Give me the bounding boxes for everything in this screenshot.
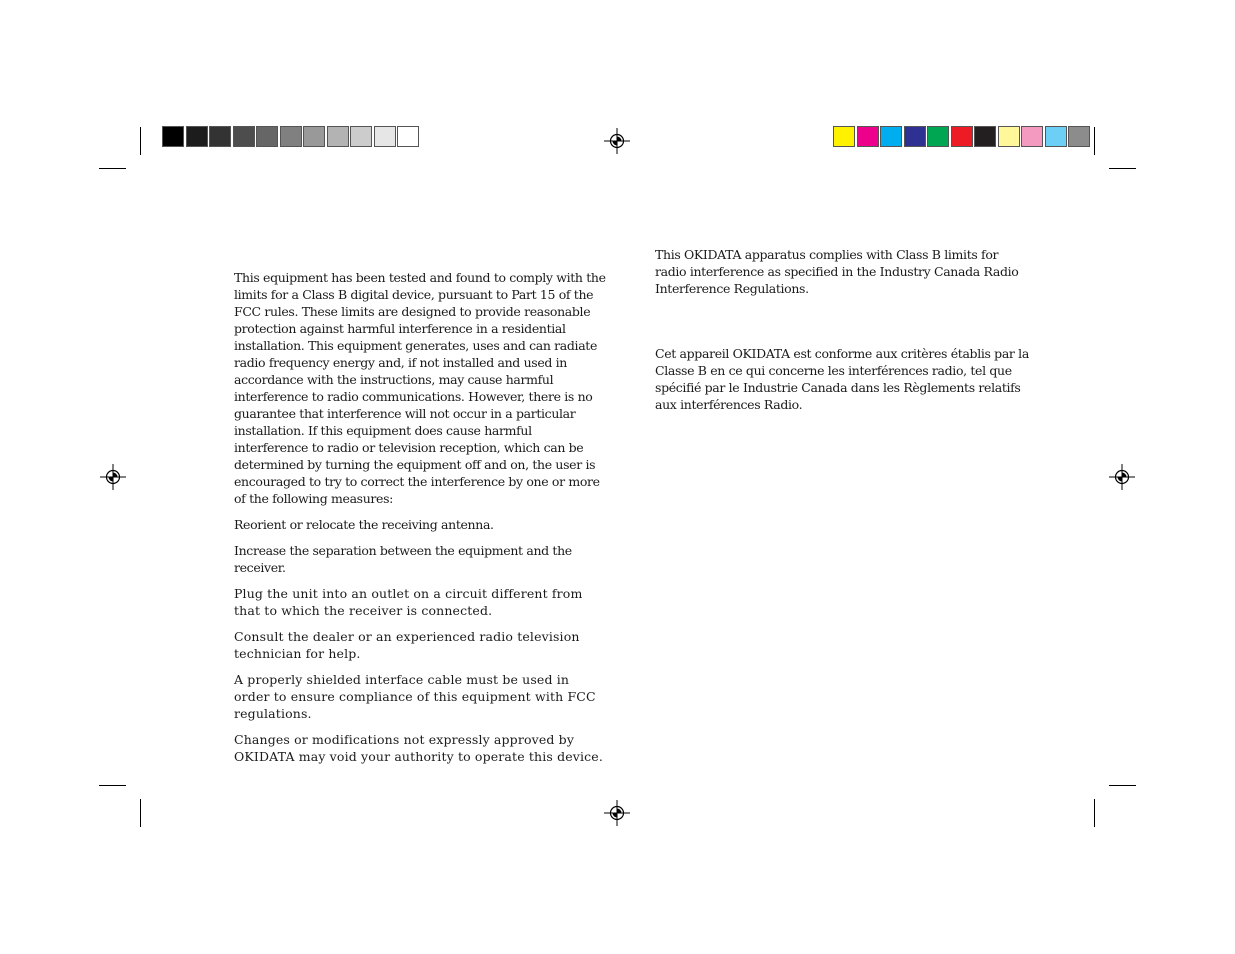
process-swatch-9	[1021, 126, 1043, 147]
process-swatch-2	[857, 126, 879, 147]
fcc-modifications-note: Changes or modifications not expressly approved by OKIDATA may void your authority to operate this device.	[234, 732, 603, 764]
crop-mark-bottom-left-h	[99, 785, 126, 786]
process-swatch-11	[1068, 126, 1090, 147]
fcc-notice-column	[234, 269, 606, 774]
crop-mark-top-right-v	[1094, 127, 1095, 155]
grayscale-swatch-7	[303, 126, 325, 147]
grayscale-swatch-9	[350, 126, 372, 147]
process-swatch-7	[974, 126, 996, 147]
registration-mark-top-icon	[604, 128, 630, 154]
grayscale-swatch-8	[327, 126, 349, 147]
process-swatch-3	[880, 126, 902, 147]
canada-french-paragraph: Cet appareil OKIDATA est conforme aux critères établis par la Classe B en ce qui concerne les interférences radio, tel que spécifié par le Industrie Canada dans les Règlements relatifs aux interférences Radio.	[655, 346, 1029, 412]
fcc-measure-outlet: Plug the unit into an outlet on a circuit different from that to which the receiver is connected.	[234, 586, 583, 618]
grayscale-swatch-11	[397, 126, 419, 147]
crop-mark-top-left-v	[140, 127, 141, 155]
process-color-bar	[833, 126, 1092, 147]
canada-english-paragraph: This OKIDATA apparatus complies with Class B limits for radio interference as specified in the Industry Canada Radio Interference Regulations.	[655, 247, 1019, 296]
fcc-measure-consult: Consult the dealer or an experienced radio television technician for help.	[234, 629, 580, 661]
grayscale-swatch-3	[209, 126, 231, 147]
crop-mark-top-right-h	[1109, 168, 1136, 169]
process-swatch-6	[951, 126, 973, 147]
process-swatch-10	[1045, 126, 1067, 147]
fcc-measure-reorient: Reorient or relocate the receiving antenna.	[234, 517, 494, 532]
grayscale-swatch-10	[374, 126, 396, 147]
fcc-cable-note: A properly shielded interface cable must be used in order to ensure compliance of this equipment with FCC regulations.	[234, 672, 596, 721]
grayscale-swatch-1	[162, 126, 184, 147]
registration-mark-bottom-icon	[604, 800, 630, 826]
process-swatch-5	[927, 126, 949, 147]
crop-mark-top-left-h	[99, 168, 126, 169]
grayscale-color-bar	[162, 126, 421, 147]
process-swatch-4	[904, 126, 926, 147]
crop-mark-bottom-right-v	[1094, 799, 1095, 827]
fcc-intro-paragraph: This equipment has been tested and found to comply with the limits for a Class B digital device, pursuant to Part 15 of the FCC rules. These limits are designed to provide reasonable protection against harmful interference in a residential installation. This equipment generates, uses and can radiate radio frequency energy and, if not installed and used in accordance with the instructions, may cause harmful interference to radio communications. However, there is no guarantee that interference will not occur in a particular installation. If this equipment does cause harmful interference to radio or television reception, which can be determined by turning the equipment off and on, the user is encouraged to try to correct the interference by one or more of the following measures:	[234, 270, 606, 506]
process-swatch-1	[833, 126, 855, 147]
registration-mark-left-icon	[100, 464, 126, 490]
grayscale-swatch-6	[280, 126, 302, 147]
process-swatch-8	[998, 126, 1020, 147]
crop-mark-bottom-right-h	[1109, 785, 1136, 786]
crop-mark-bottom-left-v	[140, 799, 141, 827]
grayscale-swatch-5	[256, 126, 278, 147]
fcc-measure-separation: Increase the separation between the equipment and the receiver.	[234, 543, 572, 575]
grayscale-swatch-2	[186, 126, 208, 147]
registration-mark-right-icon	[1109, 464, 1135, 490]
grayscale-swatch-4	[233, 126, 255, 147]
canada-notice-column	[655, 246, 1030, 422]
